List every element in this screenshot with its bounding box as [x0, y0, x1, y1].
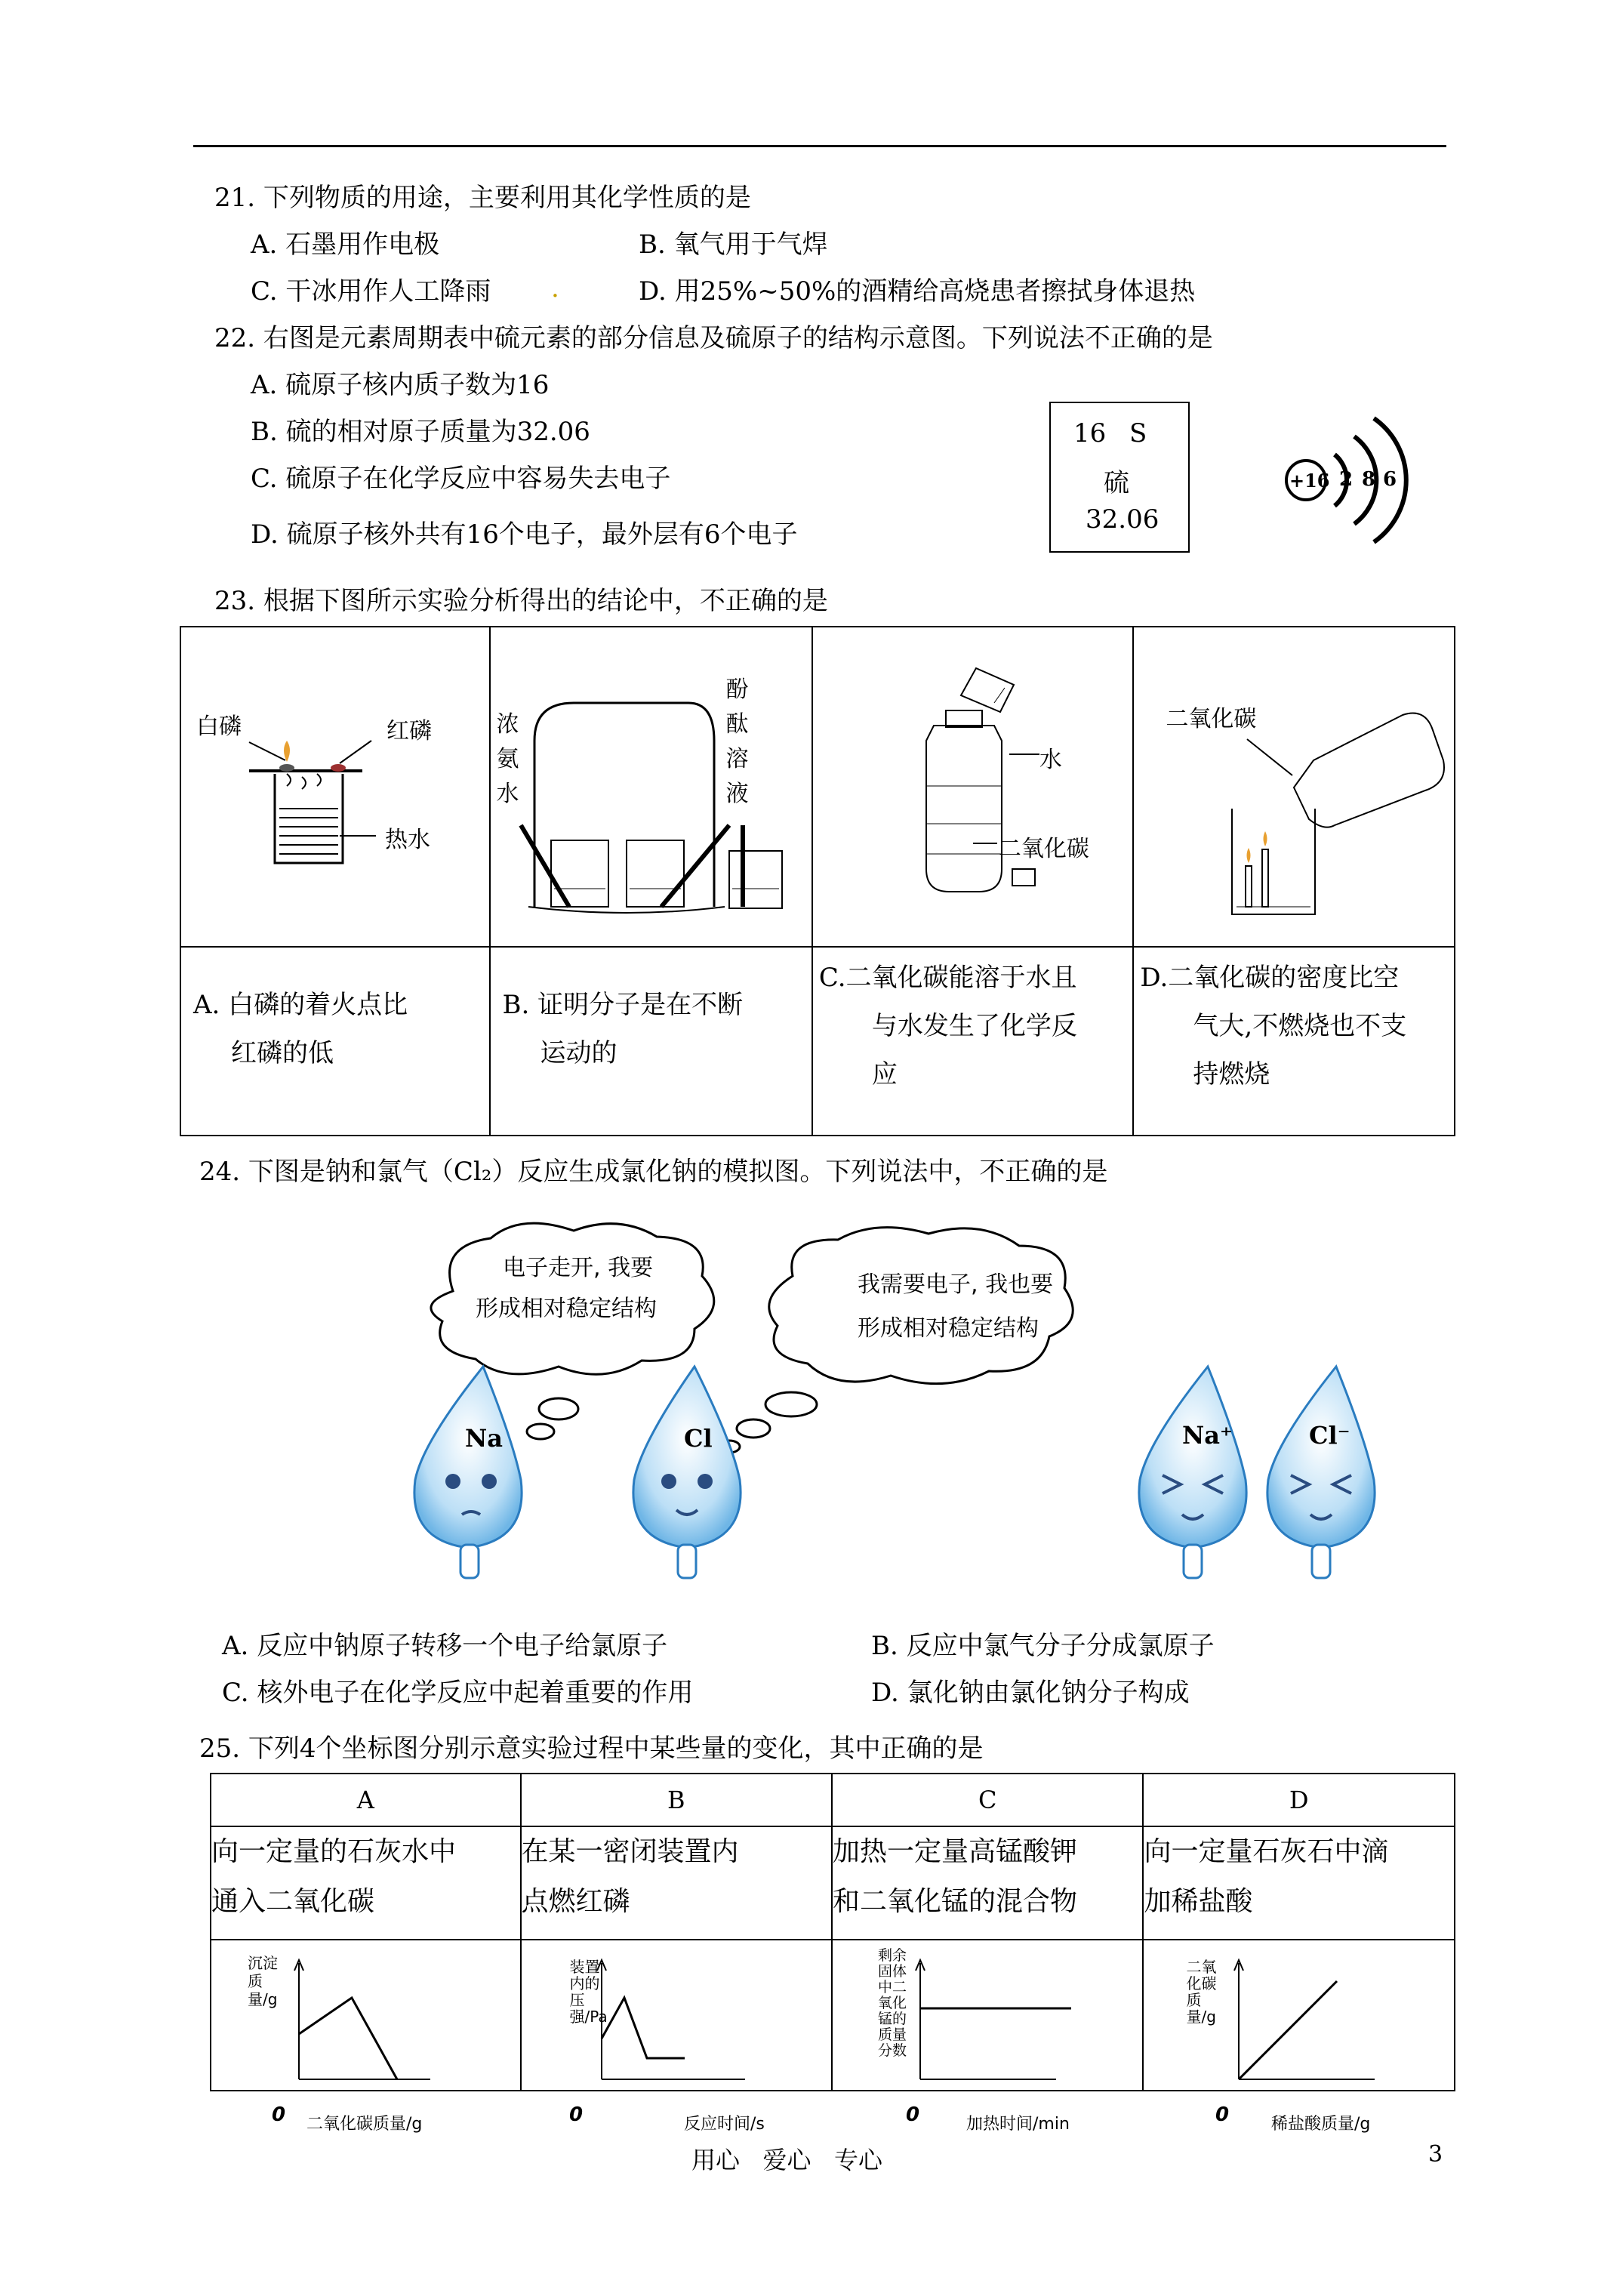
q24-stem: 24. 下图是钠和氯气（Cl₂）反应生成氯化钠的模拟图。下列说法中，不正确的是 [199, 1157, 1108, 1187]
cl-ion-label: Cl⁻ [1309, 1421, 1350, 1450]
q25-desc-d [1143, 1826, 1455, 1940]
q24-option-a: A. 反应中钠原子转移一个电子给氯原子 [222, 1631, 668, 1661]
q25-desc-a [211, 1826, 521, 1940]
q24-option-b: B. 反应中氯气分子分成氯原子 [871, 1631, 1215, 1661]
graph-a-xlabel: 二氧化碳质量/g [306, 2115, 423, 2134]
page-number: 3 [1428, 2141, 1443, 2168]
figure-d-cell [1133, 627, 1455, 947]
q25-stem: 25. 下列4个坐标图分别示意实验过程中某些量的变化，其中正确的是 [199, 1734, 984, 1764]
q21-option-a: A. 石墨用作电极 [251, 230, 440, 260]
answer-c-line1: C.二氧化碳能溶于水且 [818, 963, 1077, 993]
footer-motto: 用心 爱心 专心 [691, 2146, 883, 2174]
answer-d-line3: 持燃烧 [1193, 1059, 1270, 1089]
answer-b-line2: 运动的 [540, 1038, 617, 1068]
cloud2-line1: 我需要电子, 我也要 [858, 1271, 1054, 1298]
answer-d-cell [1133, 947, 1455, 1136]
cloud1-line2: 形成相对稳定结构 [476, 1296, 657, 1322]
q25-table [210, 1773, 1455, 2091]
shell-1-count: 2 [1339, 468, 1354, 491]
graph-a [211, 1940, 521, 2091]
q21-option-c: C. 干冰用作人工降雨 [251, 276, 491, 307]
co2-bottle-label: 二氧化碳 [998, 836, 1089, 862]
q24-option-c: C. 核外电子在化学反应中起着重要的作用 [222, 1678, 694, 1708]
answer-a-line1: A. 白磷的着火点比 [193, 990, 408, 1020]
sulfur-atom-diagram [1276, 408, 1412, 551]
graph-b-xlabel: 反应时间/s [684, 2115, 765, 2134]
cloud2-line2: 形成相对稳定结构 [858, 1315, 1039, 1342]
stray-dot: . [551, 273, 559, 304]
q21-option-b: B. 氧气用于气焊 [639, 230, 828, 260]
q22-option-b: B. 硫的相对原子质量为32.06 [251, 417, 590, 447]
q25-desc-c-line2: 和二氧化锰的混合物 [832, 1886, 1077, 1917]
graph-c-ylabel: 剩余固体中二氧化锰的质量分数 [877, 1947, 907, 2059]
figure-b-cell [490, 627, 812, 947]
q25-header-a: A [211, 1774, 521, 1826]
q25-desc-c [832, 1826, 1143, 1940]
answer-b-line1: B. 证明分子是在不断 [502, 990, 744, 1020]
co2-jar-label: 二氧化碳 [1166, 706, 1257, 732]
element-mass: 32.06 [1086, 504, 1160, 535]
answer-c-cell [812, 947, 1133, 1136]
header-rule [193, 145, 1446, 147]
answer-c-line2: 与水发生了化学反 [871, 1011, 1077, 1041]
ammonia-label: 浓氨水 [496, 711, 519, 807]
answer-a-cell [180, 947, 490, 1136]
answer-c-line3: 应 [871, 1059, 898, 1089]
graph-a-ylabel: 沉淀质量/g [248, 1954, 278, 2008]
graph-d-xlabel: 稀盐酸质量/g [1271, 2115, 1371, 2134]
water-label: 水 [1039, 747, 1062, 773]
graph-b-ylabel: 装置内的压强/Pa [569, 1958, 608, 2026]
graph-c-xlabel: 加热时间/min [966, 2115, 1070, 2134]
white-phosphorus-label: 白磷 [196, 713, 242, 740]
q25-desc-b-line1: 在某一密闭装置内 [521, 1836, 739, 1867]
nucleus-charge: +16 [1289, 470, 1330, 492]
shell-3-count: 6 [1383, 468, 1397, 491]
element-symbol: S [1129, 418, 1147, 448]
cl-atom-label: Cl [684, 1424, 713, 1453]
na-atom-label: Na [465, 1424, 503, 1453]
red-phosphorus-label: 红磷 [387, 718, 432, 744]
q23-table [180, 626, 1455, 1136]
q22-option-c: C. 硫原子在化学反应中容易失去电子 [251, 464, 671, 494]
element-number: 16 [1073, 418, 1107, 448]
answer-b-cell [490, 947, 812, 1136]
answer-d-line1: D.二氧化碳的密度比空 [1140, 963, 1400, 993]
hot-water-label: 热水 [385, 827, 430, 853]
figure-a-cell [180, 627, 490, 947]
cloud1-line1: 电子走开, 我要 [503, 1255, 654, 1281]
phenolphthalein-label: 酚酞溶液 [725, 676, 749, 807]
graph-a-origin: 0 [272, 2103, 286, 2126]
q22-stem: 22. 右图是元素周期表中硫元素的部分信息及硫原子的结构示意图。下列说法不正确的是 [214, 323, 1213, 353]
element-box [1049, 402, 1190, 553]
answer-d-line2: 气大,不燃烧也不支 [1193, 1011, 1407, 1041]
graph-d-ylabel: 二氧化碳质量/g [1186, 1958, 1217, 2026]
graph-b-origin: 0 [569, 2103, 584, 2126]
q21-option-d: D. 用25%~50%的酒精给高烧患者擦拭身体退热 [639, 276, 1196, 307]
graph-b [521, 1940, 832, 2091]
q23-stem: 23. 根据下图所示实验分析得出的结论中，不正确的是 [214, 586, 828, 616]
figure-c-cell [812, 627, 1133, 947]
graph-c-origin: 0 [906, 2103, 920, 2126]
q25-desc-a-line1: 向一定量的石灰水中 [211, 1836, 457, 1867]
q25-desc-b [521, 1826, 832, 1940]
q22-option-a: A. 硫原子核内质子数为16 [251, 370, 550, 400]
q25-header-c: C [832, 1774, 1143, 1826]
q24-option-d: D. 氯化钠由氯化钠分子构成 [871, 1678, 1190, 1708]
q25-desc-a-line2: 通入二氧化碳 [211, 1886, 375, 1917]
graph-d-origin: 0 [1215, 2103, 1230, 2126]
q25-desc-b-line2: 点燃红磷 [521, 1886, 630, 1917]
q25-desc-d-line2: 加稀盐酸 [1144, 1886, 1253, 1917]
q25-header-b: B [521, 1774, 832, 1826]
element-name: 硫 [1104, 468, 1129, 498]
answer-a-line2: 红磷的低 [231, 1038, 334, 1068]
sodium-chlorine-illustration [393, 1216, 1449, 1608]
q21-stem: 21. 下列物质的用途，主要利用其化学性质的是 [214, 183, 751, 213]
graph-d [1143, 1940, 1455, 2091]
q25-header-d: D [1143, 1774, 1455, 1826]
shell-2-count: 8 [1362, 468, 1376, 491]
q22-option-d: D. 硫原子核外共有16个电子，最外层有6个电子 [251, 519, 798, 550]
q25-desc-c-line1: 加热一定量高锰酸钾 [832, 1836, 1077, 1867]
q25-desc-d-line1: 向一定量石灰石中滴 [1144, 1836, 1389, 1867]
na-ion-label: Na⁺ [1182, 1421, 1233, 1450]
graph-c [832, 1940, 1143, 2091]
